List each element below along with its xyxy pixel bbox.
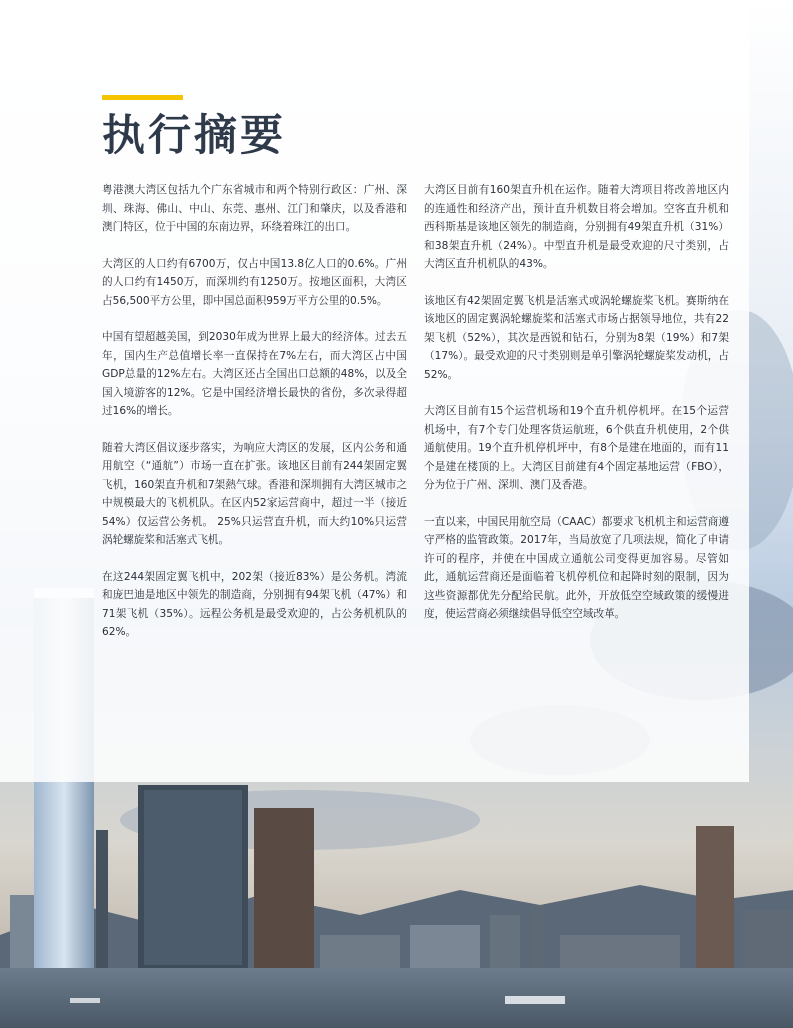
paragraph: 一直以来，中国民用航空局（CAAC）都要求飞机机主和运营商遵守严格的监管政策。2017年，当局放宽了几项法规，简化了申请许可的程序，并使在中国成立通航公司变得更加容易。尽管如此，通航运营商还是面临着飞机停机位和起降时刻的限制，因为这些资源都优先分配给民航。此外，开放低空空域政策的缓慢进度，使运营商必须继续倡导低空空域改革。: [424, 515, 729, 620]
paragraph: 中国有望超越美国，到2030年成为世界上最大的经济体。过去五年，国内生产总值增长率一直保持在7%左右，而大湾区占中国GDP总量的12%左右。大湾区还占全国出口总额的48%，以及全国入境游客的12%。它是中国经济增长最快的省份，多次录得超过16%的增长。: [102, 331, 407, 417]
paragraph: 该地区有42架固定翼飞机是活塞式或涡轮螺旋桨飞机。赛斯纳在该地区的固定翼涡轮螺旋桨和活塞式市场占据领导地位，共有22架飞机（52%），其次是西锐和钻石，分别为8架（19%）和7架（17%）。最受欢迎的尺寸类别则是单引擎涡轮螺旋桨发动机，占52%。: [424, 294, 729, 381]
paragraph: 在这244架固定翼飞机中，202架（接近83%）是公务机。湾流和庞巴迪是地区中领先的制造商，分别拥有94架飞机（47%）和71架飞机（35%）。远程公务机是最受欢迎的，占公务机机队的62%。: [102, 570, 407, 638]
title-accent-bar: [102, 95, 183, 100]
paragraph: 粤港澳大湾区包括九个广东省城市和两个特别行政区：广州、深圳、珠海、佛山、中山、东莞、惠州、江门和肇庆，以及香港和澳门特区，位于中国的东南边界，环绕着珠江的出口。: [102, 184, 407, 233]
paragraph: 大湾区的人口约有6700万，仅占中国13.8亿人口的0.6%。广州的人口约有1450万，而深圳约有1250万。按地区面积，大湾区占56,500平方公里，即中国总面积959万平方公里的0.5%。: [102, 257, 407, 307]
left-column: [102, 181, 407, 660]
paragraph: 大湾区目前有160架直升机在运作。随着大湾项目将改善地区内的连通性和经济产出，预计直升机数目将会增加。空客直升机和西科斯基是该地区领先的制造商，分别拥有49架直升机（31%）和38架直升机（24%）。中型直升机是最受欢迎的尺寸类别，占大湾区直升机机队的43%。: [424, 184, 729, 270]
page-title: 执行摘要: [102, 111, 286, 161]
paragraph: 大湾区目前有15个运营机场和19个直升机停机坪。在15个运营机场中，有7个专门处理客货运航班，6个供直升机使用，2个供通航使用。19个直升机停机坪中，有8个是建在地面的，而有11个是建在楼顶的上。大湾区目前建有4个固定基地运营（FBO），分为位于广州、深圳、澳门及香港。: [424, 405, 729, 491]
right-column: [424, 181, 729, 642]
paragraph: 随着大湾区倡议逐步落实，为响应大湾区的发展，区内公务和通用航空（“通航”）市场一直在扩张。该地区目前有244架固定翼飞机，160架直升机和7架熱气球。香港和深圳拥有大湾区城市之中规模最大的飞机机队。在区内52家运营商中，超过一半（接近54%）仅运营公务机。 25%只运营直升机，而大约10%只运营涡轮螺旋桨和活塞式飞机。: [102, 441, 407, 546]
